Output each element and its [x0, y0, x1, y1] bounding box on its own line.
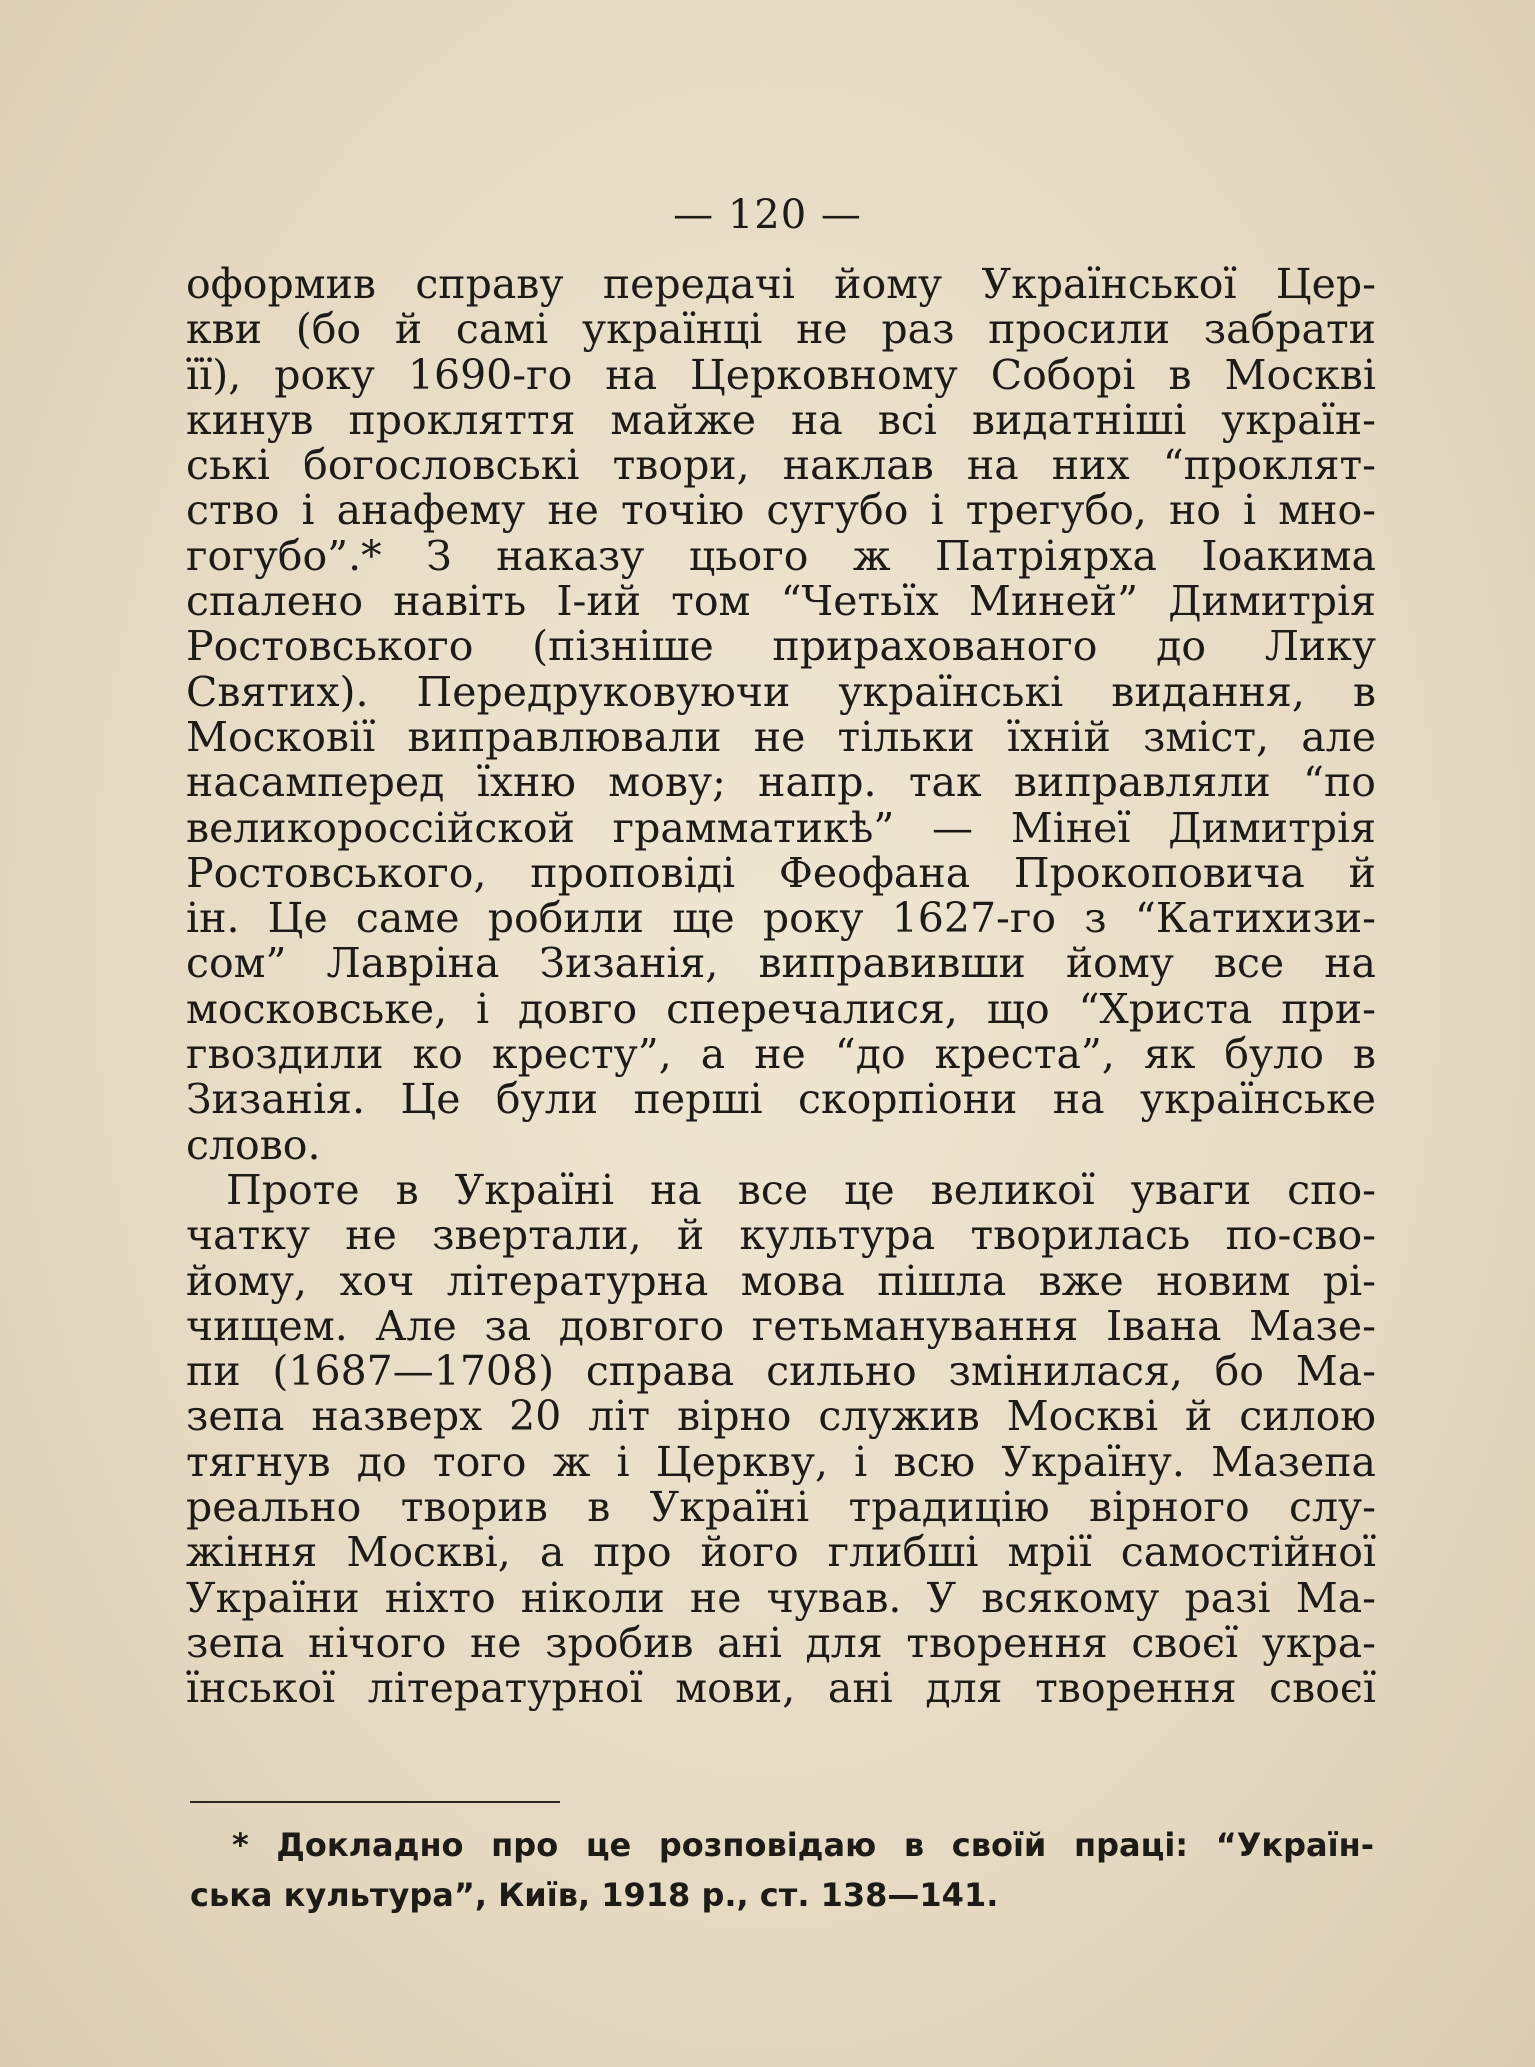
text-line: гогубо”.* З наказу цього ж Патріярха Іоакима [186, 533, 1376, 580]
main-text [186, 262, 1376, 1712]
text-line: кви (бо й самі українці не раз просили забрати [186, 307, 1376, 353]
text-line: сом” Лавріна Зизанія, виправивши йому все на [186, 941, 1376, 987]
text-line: жіння Москві, а про його глибші мрії самостійної [186, 1530, 1376, 1576]
text-line: спалено навіть І-ий том “Четьїх Миней” Димитрія [186, 579, 1376, 625]
text-line: тягнув до того ж і Церкву, і всю Україну. Мазепа [186, 1439, 1376, 1486]
text-line: йому, хоч літературна мова пішла вже новим рі- [186, 1258, 1376, 1304]
text-line: реально творив в Україні традицію вірного слу- [186, 1485, 1376, 1531]
text-line: ін. Це саме робили ще року 1627-го з “Катихизи- [186, 896, 1376, 942]
footnote-line: * Докладно про це розповідаю в своїй праці: “Україн- [232, 1826, 1374, 1864]
footnote-divider [190, 1801, 560, 1803]
text-line: слово. [186, 1122, 321, 1168]
footnote-line: ська культура”, Київ, 1918 р., ст. 138—141. [190, 1876, 999, 1914]
text-line: Проте в Україні на все це великої уваги спо- [226, 1167, 1376, 1214]
text-line: Ростовського (пізніше прирахованого до Лику [186, 624, 1376, 670]
text-line: Зизанія. Це були перші скорпіони на українське [186, 1077, 1376, 1123]
text-line: чищем. Але за довгого гетьманування Івана Мазе- [186, 1303, 1376, 1350]
text-line: Московії виправлювали не тільки їхній зміст, але [186, 714, 1376, 761]
text-line: її), року 1690-го на Церковному Соборі в Москві [186, 352, 1376, 398]
text-line: зепа назверх 20 літ вірно служив Москві й силою [186, 1394, 1376, 1440]
page-number: — 120 — [673, 192, 862, 238]
text-line: Святих). Передруковуючи українські видання, в [186, 669, 1376, 715]
text-line: їнської літературної мови, ані для творення своєї [186, 1666, 1376, 1712]
text-line: чатку не звертали, й культура творилась по-сво- [186, 1213, 1376, 1259]
text-line: зепа нічого не зробив ані для творення своєї укра- [186, 1620, 1376, 1667]
text-line: Ростовського, проповіді Феофана Прокоповича й [186, 850, 1376, 897]
footnote [190, 1820, 1374, 1920]
text-line: насамперед їхню мову; напр. так виправляли “по [186, 760, 1376, 806]
text-line: московське, і довго сперечалися, що “Христа при- [186, 986, 1376, 1033]
text-line: України ніхто ніколи не чував. У всякому разі Ма- [186, 1575, 1376, 1621]
text-line: оформив справу передачі йому Української Цер- [186, 262, 1376, 308]
text-line: кинув прокляття майже на всі видатніші україн- [186, 397, 1376, 444]
text-line: ські богословські твори, наклав на них “проклят- [186, 443, 1376, 489]
text-line: ство і анафему не точію сугубо і трегубо, но і мно- [186, 488, 1376, 534]
text-line: великороссійской грамматикѣ” — Мінеї Димитрія [186, 805, 1376, 851]
text-line: гвоздили ко кресту”, а не “до креста”, як було в [186, 1032, 1376, 1078]
text-line: пи (1687—1708) справа сильно змінилася, бо Ма- [186, 1349, 1376, 1395]
